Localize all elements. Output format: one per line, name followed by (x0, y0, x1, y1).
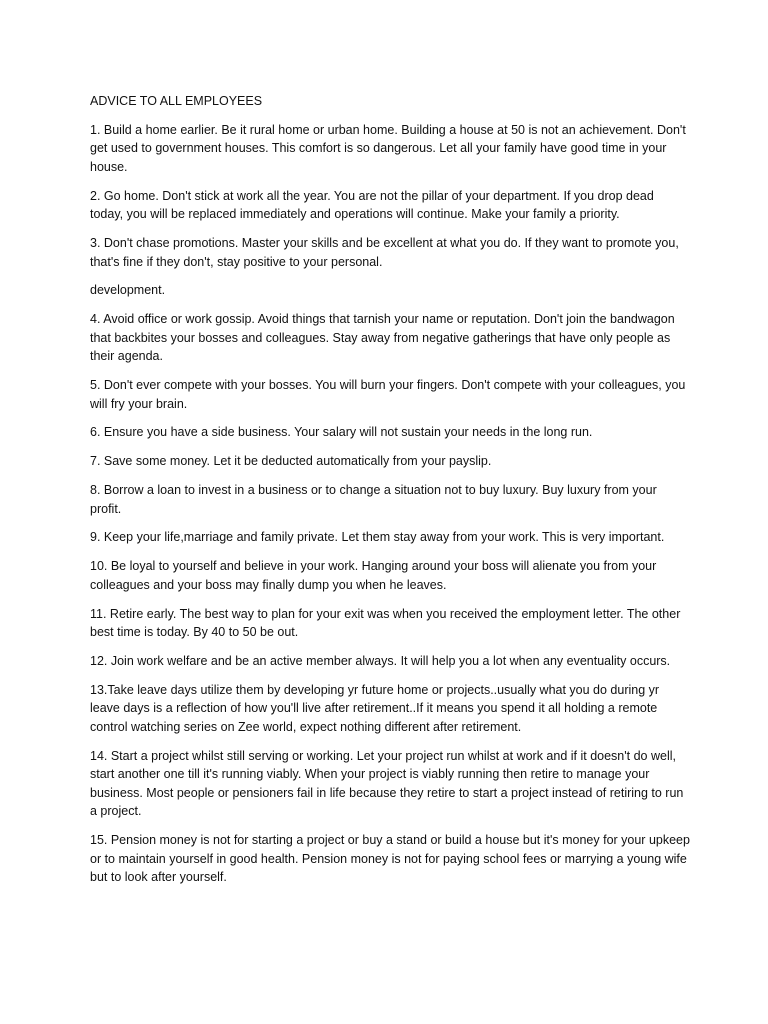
paragraph-13: 13.Take leave days utilize them by developing yr future home or projects..usually what you do during yr leave days is a reflection of how you'll live after retirement..If it means you spend it all holding a remote control watching series on Zee world, expect nothing different after retirement. (90, 682, 660, 734)
paragraph-12: 12. Join work welfare and be an active member always. It will help you a lot when any eventuality occurs. (90, 653, 671, 668)
paragraph-15: 15. Pension money is not for starting a project or buy a stand or build a house but it's money for your upkeep or to maintain yourself in good health. Pension money is not for paying school fees or marrying a young wife but to look after yourself. (90, 833, 690, 885)
paragraph-6: 6. Ensure you have a side business. Your salary will not sustain your needs in the long run. (90, 425, 593, 440)
paragraph-5: 5. Don't ever compete with your bosses. You will burn your fingers. Don't compete with your colleagues, you will fry your brain. (90, 378, 686, 411)
document-title: ADVICE TO ALL EMPLOYEES (90, 94, 263, 108)
document-page (90, 92, 690, 897)
paragraph-7: 7. Save some money. Let it be deducted automatically from your payslip. (90, 454, 492, 469)
paragraph-14: 14. Start a project whilst still serving or working. Let your project run whilst at work and if it doesn't do well, start another one till it's running viably. When your project is viably running then retire to manage your business. Most people or pensioners fail in life because they retire to start a project instead of retiring to run a project. (90, 748, 684, 819)
paragraph-9: 9. Keep your life,marriage and family private. Let them stay away from your work. This is very important. (90, 530, 665, 545)
paragraph-3: 3. Don't chase promotions. Master your skills and be excellent at what you do. If they want to promote you, that's fine if they don't, stay positive to your personal. (90, 235, 679, 269)
paragraph-11: 11. Retire early. The best way to plan for your exit was when you received the employment letter. The other best time is today. By 40 to 50 be out. (90, 606, 681, 640)
paragraph-1: 1. Build a home earlier. Be it rural home or urban home. Building a house at 50 is not an achievement. Don't get used to government houses. This comfort is so dangerous. Let all your family have good time in your house. (90, 122, 686, 174)
paragraph-3-continued: development. (90, 283, 166, 298)
paragraph-2: 2. Go home. Don't stick at work all the year. You are not the pillar of your department. If you drop dead today, you will be replaced immediately and operations will continue. Make your family a priority. (90, 188, 654, 222)
paragraph-10: 10. Be loyal to yourself and believe in your work. Hanging around your boss will alienate you from your colleagues and your boss may finally dump you when he leaves. (90, 559, 657, 592)
paragraph-4: 4. Avoid office or work gossip. Avoid things that tarnish your name or reputation. Don't join the bandwagon that backbites your bosses and colleagues. Stay away from negative gatherings that have only people as their agenda. (90, 312, 675, 364)
paragraph-8: 8. Borrow a loan to invest in a business or to change a situation not to buy luxury. Buy luxury from your profit. (90, 483, 657, 516)
